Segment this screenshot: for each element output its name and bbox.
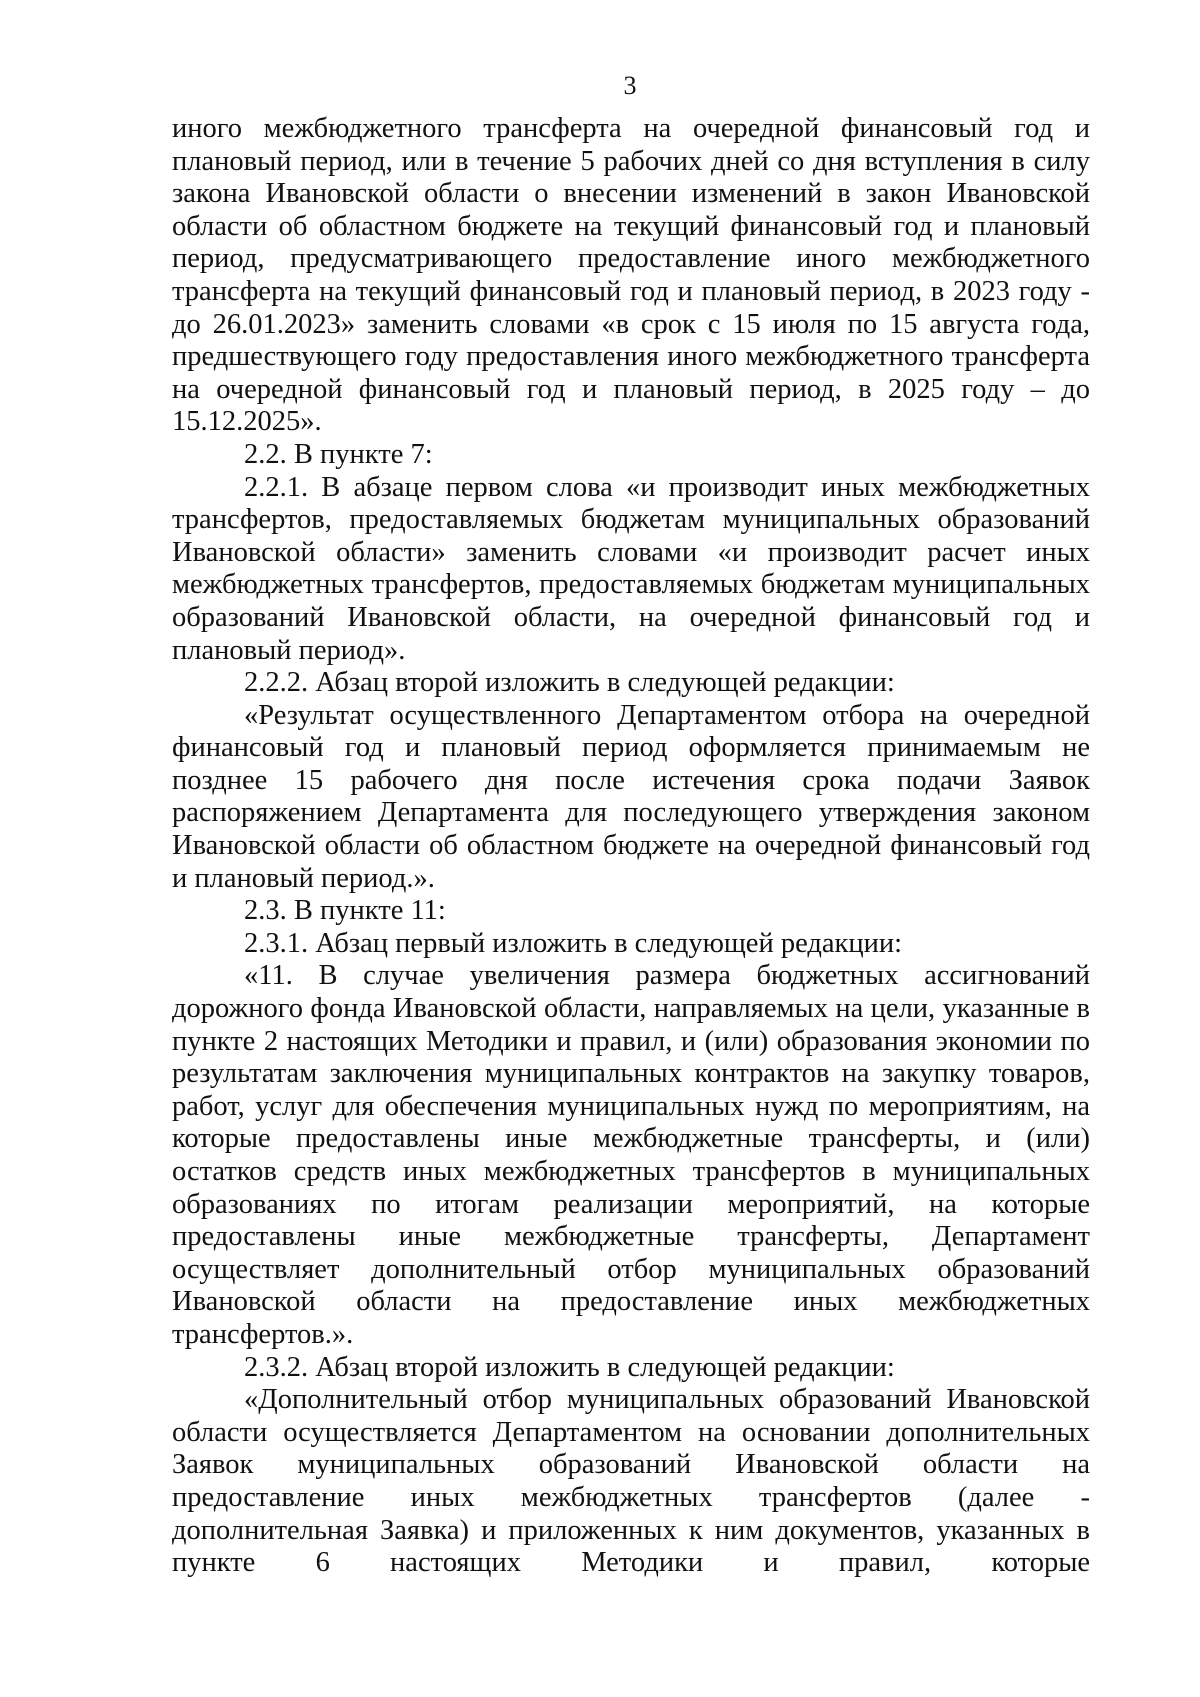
paragraph-2-3-1-quote: «11. В случае увеличения размера бюджетных ассигнований дорожного фонда Ивановской области, направляемых на цели, указанные в пункте 2 настоящих Методики и правил, и (или) образования экономии по результатам заключения муниципальных контрактов на закупку товаров, работ, услуг для обеспечения муниципальных нужд по мероприятиям, на которые предоставлены иные межбюджетные трансферты, и (или) остатков средств иных межбюджетных трансфертов в муниципальных образованиях по итогам реализации мероприятий, на которые предоставлены иные межбюджетные трансферты, Департамент осуществляет дополнительный отбор муниципальных образований Ивановской области на предоставление иных межбюджетных трансфертов.». <box>172 960 1090 1350</box>
paragraph-2-3-2-heading: 2.3.2. Абзац второй изложить в следующей редакции: <box>244 1351 895 1383</box>
paragraph-continuation: иного межбюджетного трансферта на очередной финансовый год и плановый период, или в течение 5 рабочих дней со дня вступления в силу закона Ивановской области о внесении изменений в закон Ивановской области об областном бюджете на текущий финансовый год и плановый период, предусматривающего предоставление иного межбюджетного трансферта на текущий финансовый год и плановый период, в 2023 году - до 26.01.2023» заменить словами «в срок с 15 июля по 15 августа года, предшествующего году предоставления иного межбюджетного трансферта на очередной финансовый год и плановый период, в 2025 году – до 15.12.2025». <box>172 113 1090 438</box>
paragraph-2-3-1-heading: 2.3.1. Абзац первый изложить в следующей редакции: <box>244 927 903 959</box>
paragraph-2-3-heading: 2.3. В пункте 11: <box>244 895 446 927</box>
paragraph-2-2-heading: 2.2. В пункте 7: <box>244 438 433 470</box>
page-number: 3 <box>623 71 637 100</box>
paragraph-2-2-2-quote: «Результат осуществленного Департаментом отбора на очередной финансовый год и плановый период оформляется принимаемым не позднее 15 рабочего дня после истечения срока подачи Заявок распоряжением Департамента для последующего утверждения законом Ивановской области об областном бюджете на очередной финансовый год и плановый период.». <box>172 699 1090 894</box>
paragraph-2-2-2-heading: 2.2.2. Абзац второй изложить в следующей редакции: <box>244 667 895 699</box>
paragraph-2-2-1: 2.2.1. В абзаце первом слова «и производит иных межбюджетных трансфертов, предоставляемых бюджетам муниципальных образований Ивановской области» заменить словами «и производит расчет иных межбюджетных трансфертов, предоставляемых бюджетам муниципальных образований Ивановской области, на очередной финансовый год и плановый период». <box>172 471 1090 666</box>
paragraph-2-3-2-quote: «Дополнительный отбор муниципальных образований Ивановской области осуществляется Департаментом на основании дополнительных Заявок муниципальных образований Ивановской области на предоставление иных межбюджетных трансфертов (далее - дополнительная Заявка) и приложенных к ним документов, указанных в пункте 6 настоящих Методики и правил, которые <box>172 1384 1090 1579</box>
document-body <box>172 113 1090 1580</box>
